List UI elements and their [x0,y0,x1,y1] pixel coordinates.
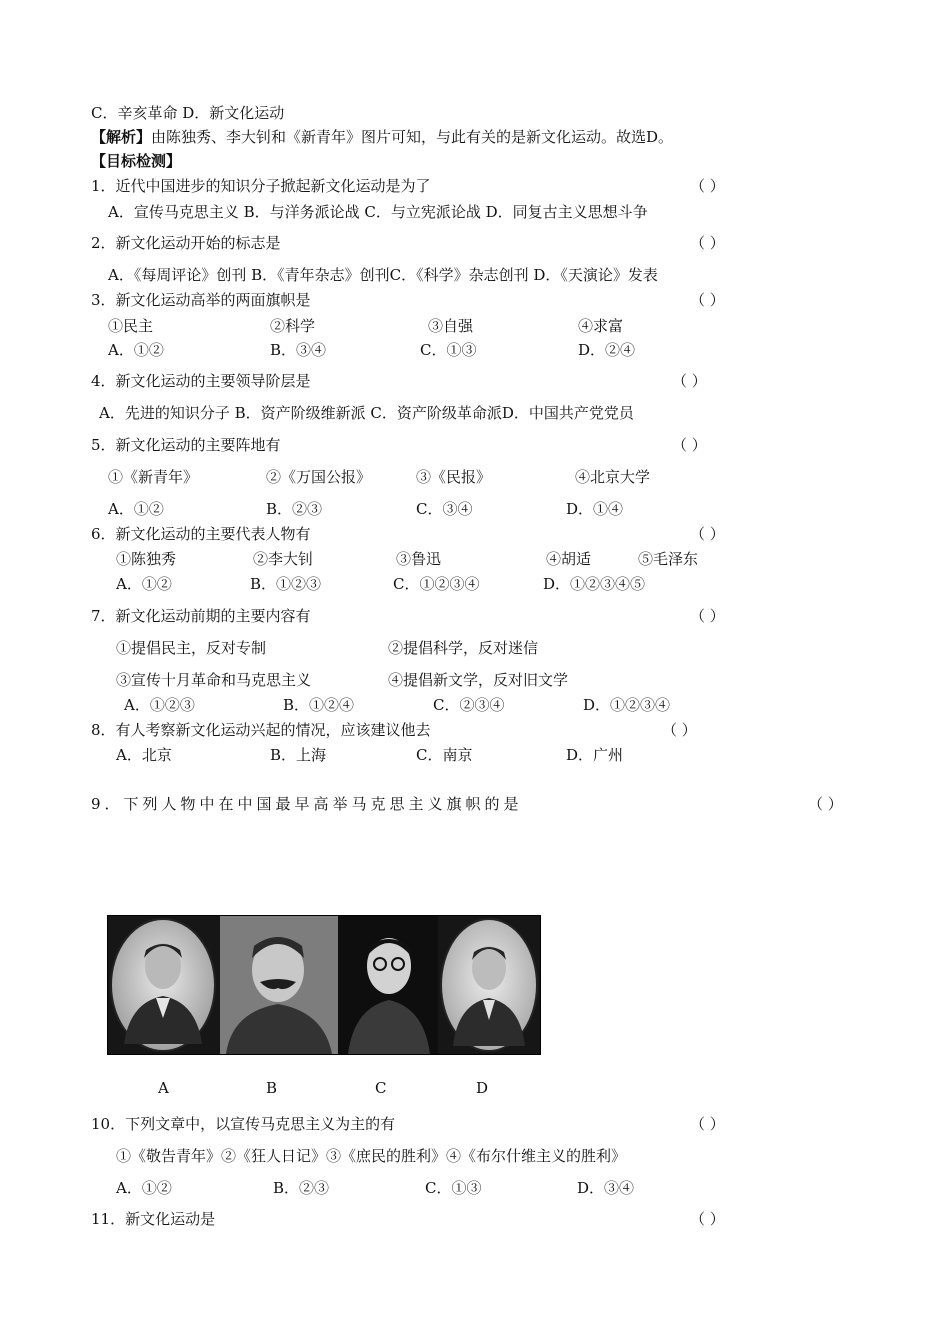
question-3-item-2: ②科学 [270,317,316,335]
intro-options-cd: C．辛亥革命 D．新文化运动 [91,104,285,122]
question-8-choice-c: C．南京 [416,746,473,764]
question-6-choice-d: D．①②③④⑤ [543,575,646,593]
question-6-stem: 6．新文化运动的主要代表人物有 [91,525,311,543]
question-7-item-2: ②提倡科学，反对迷信 [388,639,539,657]
question-7-choice-a: A．①②③ [124,696,195,714]
question-6-answer-blank: （ ） [690,525,725,543]
question-11-stem: 11．新文化运动是 [91,1210,216,1228]
question-6-item-1: ①陈独秀 [116,550,177,568]
question-5-item-1: ①《新青年》 [108,468,199,486]
question-5-choice-a: A．①② [108,500,164,518]
question-6-choice-a: A．①② [116,575,172,593]
question-5-choice-c: C．③④ [416,500,473,518]
question-3-choice-d: D．②④ [578,341,636,359]
question-7-item-1: ①提倡民主，反对专制 [116,639,267,657]
question-4-options: A．先进的知识分子 B．资产阶级维新派 C．资产阶级革命派D．中国共产党党员 [99,404,634,422]
question-5-item-3: ③《民报》 [416,468,492,486]
portrait-photo-strip [107,915,541,1055]
question-6-item-2: ②李大钊 [253,550,314,568]
question-11-answer-blank: （ ） [690,1210,725,1228]
portraits-graphic [108,916,540,1054]
question-5-item-4: ④北京大学 [575,468,651,486]
question-1-answer-blank: （ ） [690,177,725,195]
question-8-choice-b: B．上海 [270,746,327,764]
question-7-choice-b: B．①②④ [283,696,355,714]
question-2-stem: 2．新文化运动开始的标志是 [91,234,281,252]
question-7-stem: 7．新文化运动前期的主要内容有 [91,607,311,625]
question-8-answer-blank: （ ） [662,721,697,739]
analysis-tag: 【解析】 [91,128,152,146]
question-7-item-4: ④提倡新文学，反对旧文学 [388,671,569,689]
question-2-options: A．《每周评论》创刊 B．《青年杂志》创刊C．《科学》杂志创刊 D．《天演论》发表 [108,266,658,284]
analysis [91,127,673,147]
question-8-choice-a: A．北京 [116,746,172,764]
question-6-choice-c: C．①②③④ [393,575,480,593]
question-2-answer-blank: （ ） [690,234,725,252]
portrait-c [338,916,438,1054]
question-3-choice-a: A．①② [108,341,164,359]
question-1-options: A．宣传马克思主义 B．与洋务派论战 C．与立宪派论战 D．同复古主义思想斗争 [108,203,648,221]
question-8-stem: 8．有人考察新文化运动兴起的情况，应该建议他去 [91,721,431,739]
question-7-item-3: ③宣传十月革命和马克思主义 [116,671,312,689]
question-10-answer-blank: （ ） [690,1115,725,1133]
question-5-stem: 5．新文化运动的主要阵地有 [91,436,281,454]
question-8-choice-d: D．广州 [566,746,624,764]
question-6-item-3: ③鲁迅 [396,550,442,568]
question-3-choice-c: C．①③ [420,341,477,359]
question-10-choice-b: B．②③ [273,1179,330,1197]
question-3-item-1: ①民主 [108,317,154,335]
question-7-choice-d: D．①②③④ [583,696,671,714]
question-6-choice-b: B．①②③ [250,575,322,593]
question-4-stem: 4．新文化运动的主要领导阶层是 [91,372,311,390]
question-3-choice-b: B．③④ [270,341,327,359]
question-3-stem: 3．新文化运动高举的两面旗帜是 [91,291,311,309]
question-10-articles: ①《敬告青年》②《狂人日记》③《庶民的胜利》④《布尔什维主义的胜利》 [116,1147,627,1165]
question-10-choice-a: A．①② [116,1179,172,1197]
photo-label-b: B [266,1079,278,1097]
question-5-answer-blank: （ ） [672,436,707,454]
analysis-text: 由陈独秀、李大钊和《新青年》图片可知，与此有关的是新文化运动。故选D。 [151,128,674,146]
question-6-item-5: ⑤毛泽东 [638,550,699,568]
portrait-d [441,919,537,1051]
question-3-item-4: ④求富 [578,317,624,335]
portrait-a [111,919,215,1051]
question-10-choice-d: D．③④ [577,1179,635,1197]
question-3-answer-blank: （ ） [690,291,725,309]
question-9-answer-blank: （ ） [808,795,843,813]
section-title: 【目标检测】 [91,152,182,170]
photo-label-d: D [476,1079,489,1097]
question-10-stem: 10．下列文章中，以宣传马克思主义为主的有 [91,1115,396,1133]
question-5-item-2: ②《万国公报》 [266,468,372,486]
question-9-stem: 9．下列人物中在中国最早高举马克思主义旗帜的是 [91,795,523,813]
question-7-answer-blank: （ ） [690,607,725,625]
photo-label-a: A [158,1079,169,1097]
question-10-choice-c: C．①③ [425,1179,482,1197]
question-7-choice-c: C．②③④ [433,696,505,714]
question-1-stem: 1．近代中国进步的知识分子掀起新文化运动是为了 [91,177,431,195]
question-3-item-3: ③自强 [428,317,474,335]
question-5-choice-d: D．①④ [566,500,624,518]
portrait-b [220,916,338,1054]
question-4-answer-blank: （ ） [672,372,707,390]
question-6-item-4: ④胡适 [546,550,592,568]
question-5-choice-b: B．②③ [266,500,323,518]
photo-label-c: C [375,1079,387,1097]
